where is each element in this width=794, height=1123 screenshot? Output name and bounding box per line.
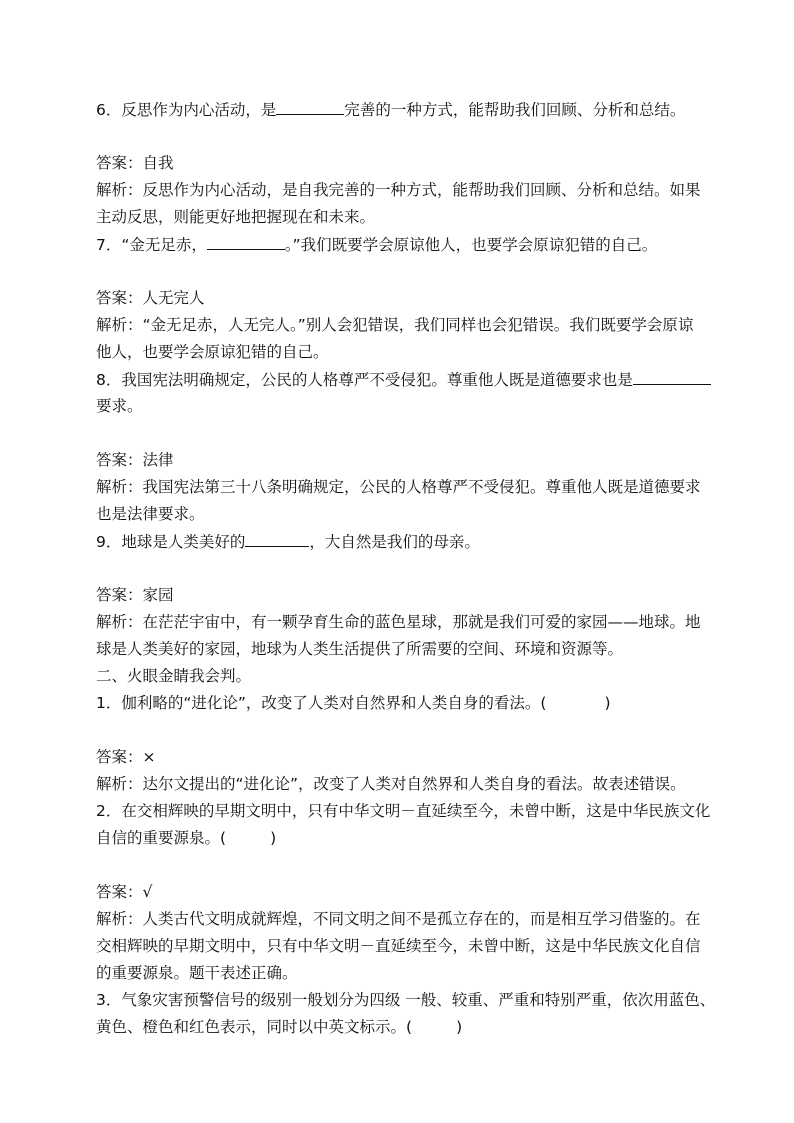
section-2-title: 二、火眼金睛我会判。	[96, 667, 252, 685]
analysis-7-line-1: 解析：“金无足赤，人无完人。”别人会犯错误，我们同样也会犯错误。我们既要学会原谅	[96, 316, 694, 334]
analysis-j2-line-1: 解析：人类古代文明成就辉煌，不同文明之间不是孤立存在的，而是相互学习借鉴的。在	[96, 910, 701, 928]
answer-blank	[276, 96, 344, 115]
judge-3-close: )	[456, 1018, 463, 1036]
judge-2-line-2	[96, 825, 276, 852]
question-6-prefix: 6．反思作为内心活动，是	[96, 101, 277, 119]
question-9-prefix: 9．地球是人类美好的	[96, 533, 246, 551]
analysis-7-line-2: 他人，也要学会原谅犯错的自己。	[96, 343, 329, 361]
question-6-suffix: 完善的一种方式，能帮助我们回顾、分析和总结。	[344, 101, 686, 119]
judge-3-line-1: 3．气象灾害预警信号的级别一般划分为四级 一般、较重、严重和特别严重，依次用蓝色、	[96, 991, 716, 1009]
question-9-suffix: ，大自然是我们的母亲。	[309, 533, 480, 551]
answer-7: 答案：人无完人	[96, 289, 205, 307]
judge-3-line-2	[96, 1014, 462, 1041]
answer-blank	[633, 366, 711, 385]
question-7	[96, 231, 657, 259]
judge-1	[96, 690, 611, 717]
judge-3-question: 黄色、橙色和红色表示，同时以中英文标示。(	[96, 1018, 413, 1036]
analysis-9-line-2: 球是人类美好的家园，地球为人类生活提供了所需要的空间、环境和资源等。	[96, 640, 624, 658]
analysis-j2-line-3: 的重要源泉。题干表述正确。	[96, 964, 298, 982]
analysis-6-line-2: 主动反思，则能更好地把握现在和未来。	[96, 208, 376, 226]
question-8-line-2: 要求。	[96, 397, 143, 415]
judge-1-close: )	[604, 694, 611, 712]
analysis-j2-line-2: 交相辉映的早期文明中，只有中华文明－直延续至今，未曾中断，这是中华民族文化自信	[96, 937, 701, 955]
judge-2-close: )	[270, 829, 277, 847]
analysis-9-line-1: 解析：在茫茫宇宙中，有一颗孕育生命的蓝色星球，那就是我们可爱的家园——地球。地	[96, 613, 701, 631]
judge-1-question: 1．伽利略的“进化论”，改变了人类对自然界和人类自身的看法。(	[96, 694, 547, 712]
answer-8: 答案：法律	[96, 451, 174, 469]
analysis-6-line-1: 解析：反思作为内心活动，是自我完善的一种方式，能帮助我们回顾、分析和总结。如果	[96, 181, 701, 199]
answer-blank	[207, 231, 285, 250]
question-9	[96, 528, 480, 556]
answer-9: 答案：家园	[96, 586, 174, 604]
judge-2-question: 自信的重要源泉。(	[96, 829, 227, 847]
judge-2-line-1: 2．在交相辉映的早期文明中，只有中华文明－直延续至今，未曾中断，这是中华民族文化	[96, 802, 711, 820]
answer-j2: 答案：√	[96, 883, 153, 901]
answer-blank	[245, 528, 309, 547]
question-8-prefix: 8．我国宪法明确规定，公民的人格尊严不受侵犯。尊重他人既是道德要求也是	[96, 371, 633, 389]
answer-j1: 答案：×	[96, 748, 156, 766]
question-8	[96, 366, 711, 394]
answer-6: 答案：自我	[96, 154, 174, 172]
question-7-suffix: 。”我们既要学会原谅他人，也要学会原谅犯错的自己。	[284, 236, 658, 254]
analysis-8-line-1: 解析：我国宪法第三十八条明确规定，公民的人格尊严不受侵犯。尊重他人既是道德要求	[96, 478, 701, 496]
analysis-8-line-2: 也是法律要求。	[96, 505, 205, 523]
question-7-prefix: 7．“金无足赤，	[96, 236, 207, 254]
question-6	[96, 96, 685, 124]
analysis-j1-line-1: 解析：达尔文提出的“进化论”，改变了人类对自然界和人类自身的看法。故表述错误。	[96, 775, 686, 793]
